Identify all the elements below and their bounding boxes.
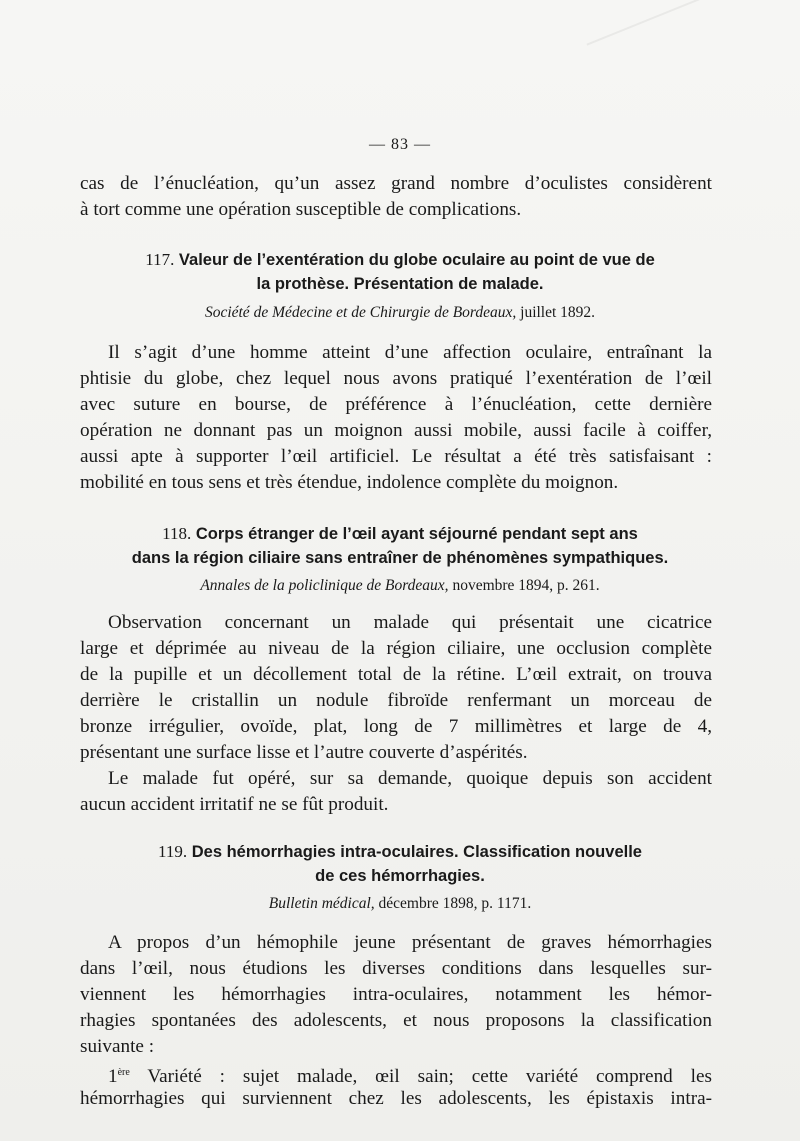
body-line: cas de l’énucléation, qu’un assez grand nombre d’oculistes considèrent	[80, 173, 712, 194]
source-date: novembre 1894, p. 261.	[452, 577, 600, 594]
body-line: Il s’agit d’une homme atteint d’une affection oculaire, entraînant la	[108, 342, 712, 363]
variety-ordinal: 1	[108, 1066, 118, 1087]
heading-line: de ces hémorrhagies.	[315, 867, 485, 885]
body-line: de la pupille et un décollement total de la rétine. L’œil extrait, on trouva	[80, 664, 712, 685]
heading-line: Valeur de l’exentération du globe oculaire au point de vue de	[178, 251, 655, 269]
body-line: bronze irrégulier, ovoïde, plat, long de 7 millimètres et large de 4,	[80, 716, 712, 737]
body-line: opération ne donnant pas un moignon aussi mobile, aussi facile à coiffer,	[80, 420, 712, 441]
body-line: rhagies spontanées des adolescents, et nous proposons la classification	[80, 1010, 712, 1031]
body-line: large et déprimée au niveau de la région ciliaire, une occlusion complète	[80, 638, 712, 659]
section-heading-117	[0, 248, 800, 272]
page-smudge	[586, 0, 763, 92]
section-number: 117.	[145, 250, 175, 269]
source-date: décembre 1898, p. 1171.	[378, 895, 532, 912]
section-source	[0, 893, 800, 915]
body-line: derrière le cristallin un nodule fibroïde renfermant un morceau de	[80, 690, 712, 711]
section-source	[0, 575, 800, 597]
body-line: avec suture en bourse, de préférence à l’énucléation, cette dernière	[80, 394, 712, 415]
body-line: aucun accident irritatif ne se fût produit.	[80, 794, 389, 815]
body-line: Observation concernant un malade qui présentait une cicatrice	[108, 612, 712, 633]
heading-line: dans la région ciliaire sans entraîner de phénomènes sympathiques.	[131, 549, 669, 567]
body-line: phtisie du globe, chez lequel nous avons pratiqué l’exentération de l’œil	[80, 368, 712, 389]
section-source	[0, 302, 800, 324]
source-journal: Bulletin médical,	[268, 895, 375, 912]
body-line: hémorrhagies qui surviennent chez les adolescents, les épistaxis intra-	[80, 1088, 712, 1109]
body-line: présentant une surface lisse et l’autre couverte d’aspérités.	[80, 742, 528, 763]
section-number: 118.	[162, 524, 192, 543]
body-line: mobilité en tous sens et très étendue, indolence complète du moignon.	[80, 472, 619, 493]
body-line: viennent les hémorrhagies intra-oculaires, notamment les hémor-	[80, 984, 712, 1005]
body-line: Le malade fut opéré, sur sa demande, quoique depuis son accident	[108, 768, 712, 789]
body-line: à tort comme une opération susceptible de complications.	[80, 199, 522, 220]
variety-ordinal-sup: ère	[117, 1067, 130, 1078]
body-line: suivante :	[80, 1036, 155, 1057]
source-journal: Annales de la policlinique de Bordeaux,	[200, 577, 449, 594]
variety-text: Variété : sujet malade, œil sain; cette variété comprend les	[147, 1066, 712, 1087]
body-line: A propos d’un hémophile jeune présentant de graves hémorrhagies	[108, 932, 712, 953]
heading-line: la prothèse. Présentation de malade.	[256, 275, 544, 293]
page-number: — 83 —	[369, 136, 431, 153]
section-heading-119	[0, 840, 800, 864]
heading-line: Des hémorrhagies intra-oculaires. Classification nouvelle	[191, 843, 642, 861]
variety-line	[108, 1060, 712, 1086]
body-line: dans l’œil, nous étudions les diverses conditions dans lesquelles sur-	[80, 958, 712, 979]
section-number: 119.	[158, 842, 188, 861]
heading-line: Corps étranger de l’œil ayant séjourné pendant sept ans	[195, 525, 638, 543]
source-journal: Société de Médecine et de Chirurgie de Bordeaux,	[204, 304, 517, 321]
section-heading-118	[0, 522, 800, 546]
source-date: juillet 1892.	[520, 304, 596, 321]
body-line: aussi apte à supporter l’œil artificiel. Le résultat a été très satisfaisant :	[80, 446, 712, 467]
